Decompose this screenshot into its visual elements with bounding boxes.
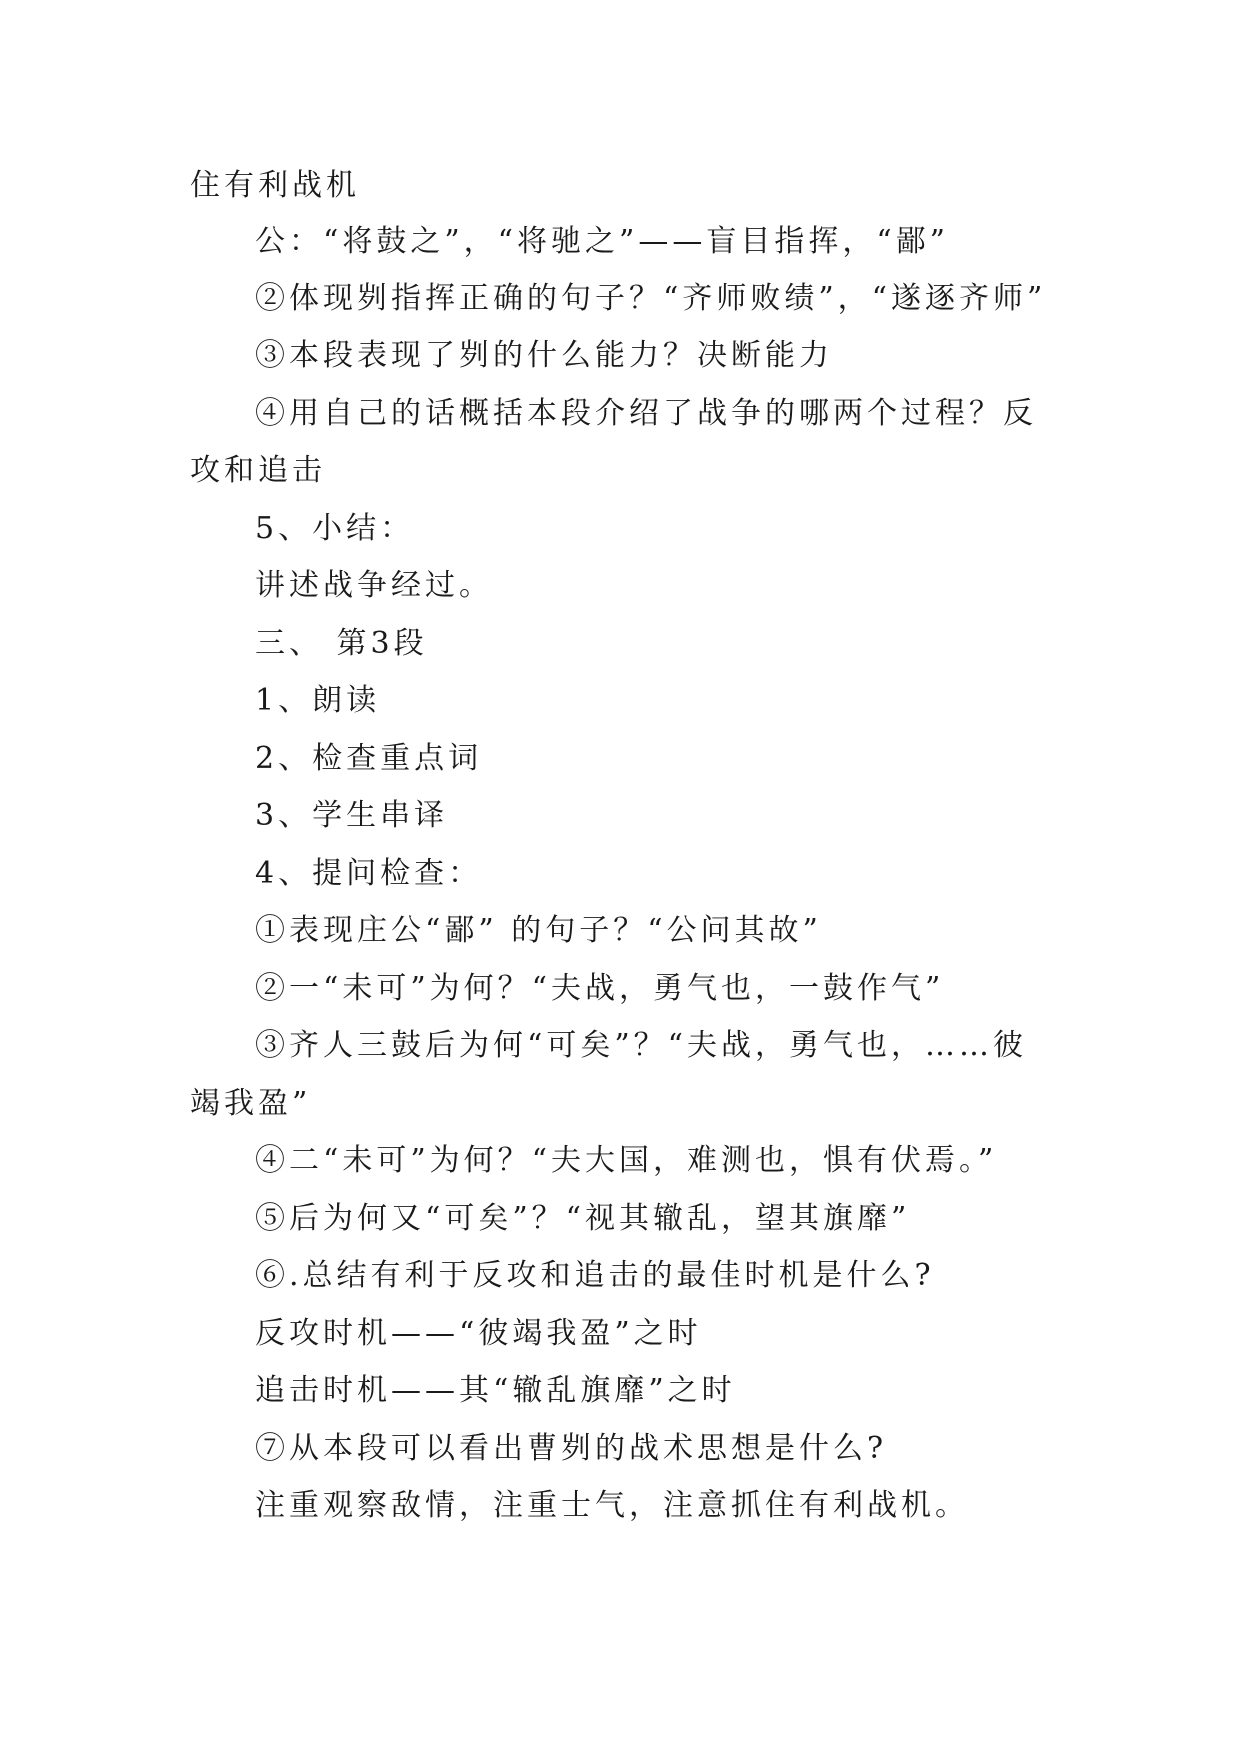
text-line: ⑦从本段可以看出曹刿的战术思想是什么?	[255, 1431, 888, 1466]
text-line: 4、提问检查：	[255, 856, 483, 891]
text-line: ②体现刿指挥正确的句子？“齐师败绩”，“遂逐齐师”	[255, 281, 1047, 316]
text-line: 反攻时机——“彼竭我盈”之时	[255, 1316, 702, 1351]
text-line: ③齐人三鼓后为何“可矣”？“夫战，勇气也，……彼	[255, 1028, 1028, 1063]
text-line: 公：“将鼓之”，“将驰之”——盲目指挥，“鄙”	[255, 224, 950, 259]
text-line: 住有利战机	[190, 168, 360, 203]
text-line: 攻和追击	[190, 453, 326, 488]
text-line: 讲述战争经过。	[255, 568, 493, 603]
text-line: ②一“未可”为何？“夫战，勇气也，一鼓作气”	[255, 971, 945, 1006]
section-heading: 三、 第3段	[255, 626, 428, 661]
text-line: ④二“未可”为何？“夫大国，难测也，惧有伏焉。”	[255, 1143, 998, 1178]
text-line: 注重观察敌情，注重士气，注意抓住有利战机。	[255, 1488, 969, 1523]
text-line: ③本段表现了刿的什么能力？决断能力	[255, 338, 833, 373]
text-line: 2、检查重点词	[255, 741, 483, 776]
text-line: 1、朗读	[255, 683, 381, 718]
text-line: 追击时机——其“辙乱旗靡”之时	[255, 1373, 736, 1408]
text-line: ④用自己的话概括本段介绍了战争的哪两个过程？反	[255, 396, 1037, 431]
text-line: ⑤后为何又“可矣”？“视其辙乱，望其旗靡”	[255, 1201, 911, 1236]
text-line: 5、小结：	[255, 511, 415, 546]
text-line: ①表现庄公“鄙” 的句子？“公问其故”	[255, 913, 822, 948]
text-line: 竭我盈”	[190, 1086, 312, 1121]
text-line: ⑥.总结有利于反攻和追击的最佳时机是什么?	[255, 1258, 935, 1293]
text-line: 3、学生串译	[255, 798, 449, 833]
